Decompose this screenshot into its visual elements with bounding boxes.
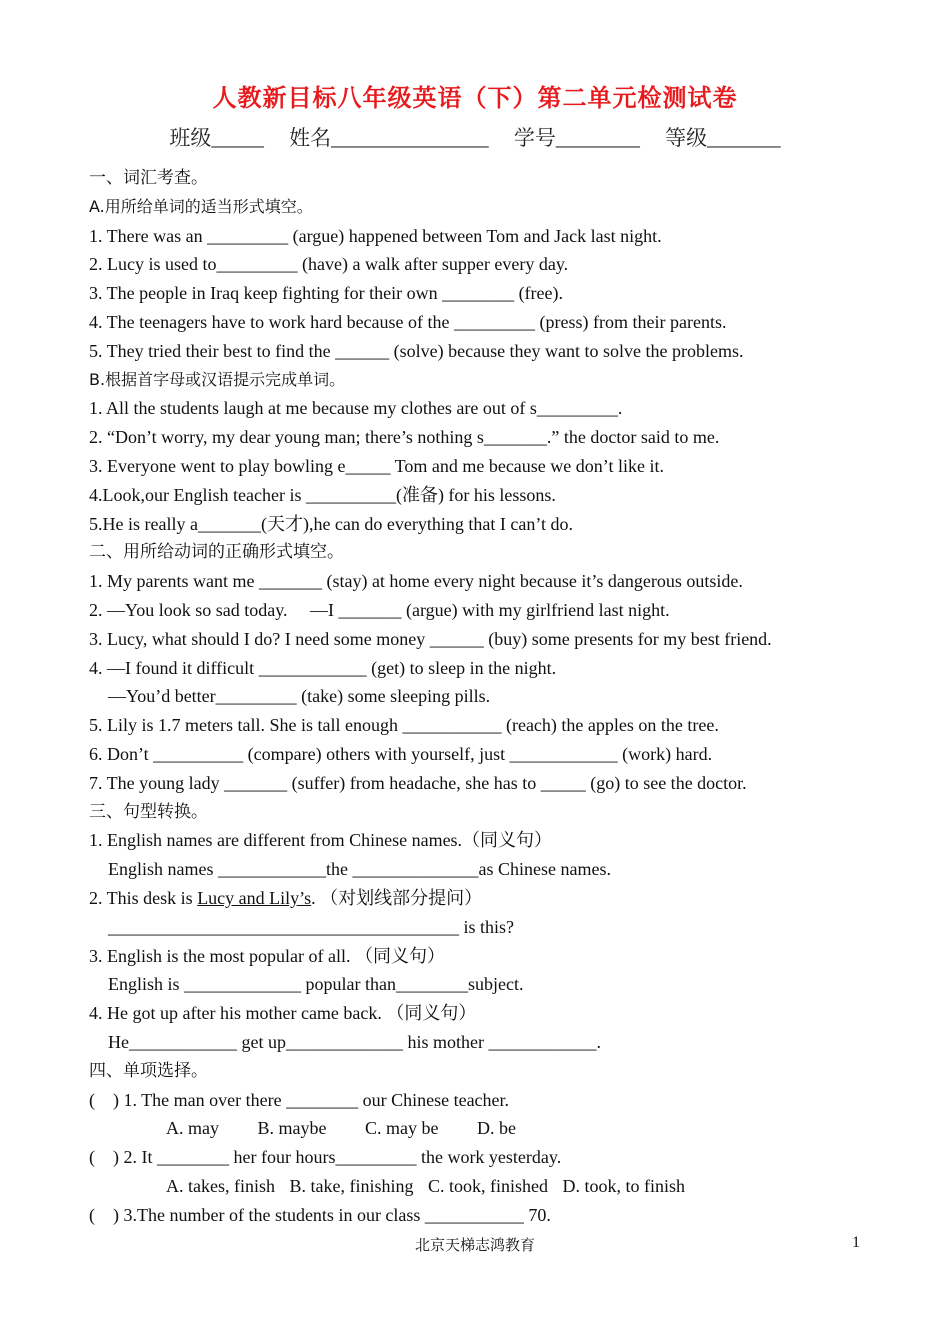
- student-info-row: [0, 122, 950, 152]
- question-item: ( ) 2. It ________ her four hours_________ the work yesterday.: [89, 1147, 562, 1168]
- option-c: C. may be: [365, 1118, 439, 1139]
- page-title: 人教新目标八年级英语（下）第二单元检测试卷: [212, 83, 738, 112]
- question-item: 1. There was an _________ (argue) happened between Tom and Jack last night.: [89, 225, 662, 246]
- section-1-heading: 一、词汇考查。: [89, 168, 208, 188]
- question-item: 4.Look,our English teacher is __________(准备) for his lessons.: [89, 484, 556, 505]
- question-item: 2. “Don’t worry, my dear young man; there’s nothing s_______.” the doctor said to me.: [89, 427, 720, 448]
- question-item: 2. —You look so sad today. —I _______ (argue) with my girlfriend last night.: [89, 599, 670, 620]
- option-a: A. may: [166, 1118, 219, 1139]
- question-item: 4. The teenagers have to work hard because of the _________ (press) from their parents.: [89, 311, 727, 332]
- exam-content: [89, 164, 889, 1229]
- question-item: 4. —I found it difficult ____________ (get) to sleep in the night.: [89, 657, 557, 678]
- option-b: B. take, finishing: [289, 1175, 414, 1196]
- question-item: 3. Lucy, what should I do? I need some money ______ (buy) some presents for my best friend.: [89, 628, 772, 649]
- question-item: 1. English names are different from Chinese names.（同义句）: [89, 830, 553, 851]
- question-text: 2. This desk is: [89, 887, 198, 908]
- question-item: [89, 884, 889, 913]
- question-item: 5.He is really a_______(天才),he can do everything that I can’t do.: [89, 513, 574, 534]
- question-item: 7. The young lady _______ (suffer) from headache, she has to _____ (go) to see the doctor.: [89, 772, 747, 793]
- question-item: ( ) 3.The number of the students in our class ___________ 70.: [89, 1204, 551, 1225]
- question-item: 5. They tried their best to find the ______ (solve) because they want to solve the problems.: [89, 340, 744, 361]
- answer-line: English names ____________the ______________as Chinese names.: [108, 859, 611, 880]
- question-item: 1. My parents want me _______ (stay) at home every night because it’s dangerous outside.: [89, 571, 743, 592]
- page-number: 1: [852, 1234, 860, 1251]
- section-2-heading: 二、用所给动词的正确形式填空。: [89, 542, 344, 563]
- name-field: 姓名_______________: [289, 126, 489, 150]
- question-text: . （对划线部分提问）: [311, 887, 483, 908]
- class-field: 班级_____: [169, 126, 264, 150]
- grade-field: 等级_______: [665, 126, 781, 150]
- underlined-phrase: Lucy and Lily’s: [197, 887, 312, 908]
- question-item-continuation: —You’d better_________ (take) some sleeping pills.: [108, 686, 491, 707]
- question-item: 4. He got up after his mother came back. （同义句）: [89, 1003, 477, 1024]
- answer-line: _______________________________________ is this?: [108, 916, 515, 937]
- section-1a-instruction: A.用所给单词的适当形式填空。: [89, 196, 313, 216]
- section-3-heading: 三、句型转换。: [89, 801, 208, 822]
- option-d: D. be: [477, 1118, 516, 1139]
- question-item: 3. The people in Iraq keep fighting for their own ________ (free).: [89, 283, 564, 304]
- question-item: 5. Lily is 1.7 meters tall. She is tall enough ___________ (reach) the apples on the tree.: [89, 715, 719, 736]
- student-number-field: 学号________: [513, 126, 640, 150]
- answer-line: He____________ get up_____________ his mother ____________.: [108, 1031, 601, 1052]
- question-item: 2. Lucy is used to_________ (have) a walk after supper every day.: [89, 254, 569, 275]
- section-1b-instruction: B.根据首字母或汉语提示完成单词。: [89, 369, 346, 389]
- answer-options: [89, 1114, 889, 1143]
- question-item: 3. Everyone went to play bowling e_____ Tom and me because we don’t like it.: [89, 455, 664, 476]
- option-a: A. takes, finish: [166, 1175, 275, 1196]
- question-item: 6. Don’t __________ (compare) others with yourself, just ____________ (work) hard.: [89, 743, 713, 764]
- question-item: 3. English is the most popular of all. （同义句）: [89, 945, 445, 966]
- section-4-heading: 四、单项选择。: [89, 1060, 208, 1081]
- answer-options: [89, 1172, 889, 1201]
- question-item: ( ) 1. The man over there ________ our Chinese teacher.: [89, 1089, 510, 1110]
- option-d: D. took, to finish: [562, 1175, 685, 1196]
- option-c: C. took, finished: [427, 1175, 548, 1196]
- page-footer: 北京天梯志鸿教育: [414, 1236, 535, 1254]
- question-item: 1. All the students laugh at me because my clothes are out of s_________.: [89, 398, 623, 419]
- answer-line: English is _____________ popular than________subject.: [108, 974, 524, 995]
- option-b: B. maybe: [257, 1118, 327, 1139]
